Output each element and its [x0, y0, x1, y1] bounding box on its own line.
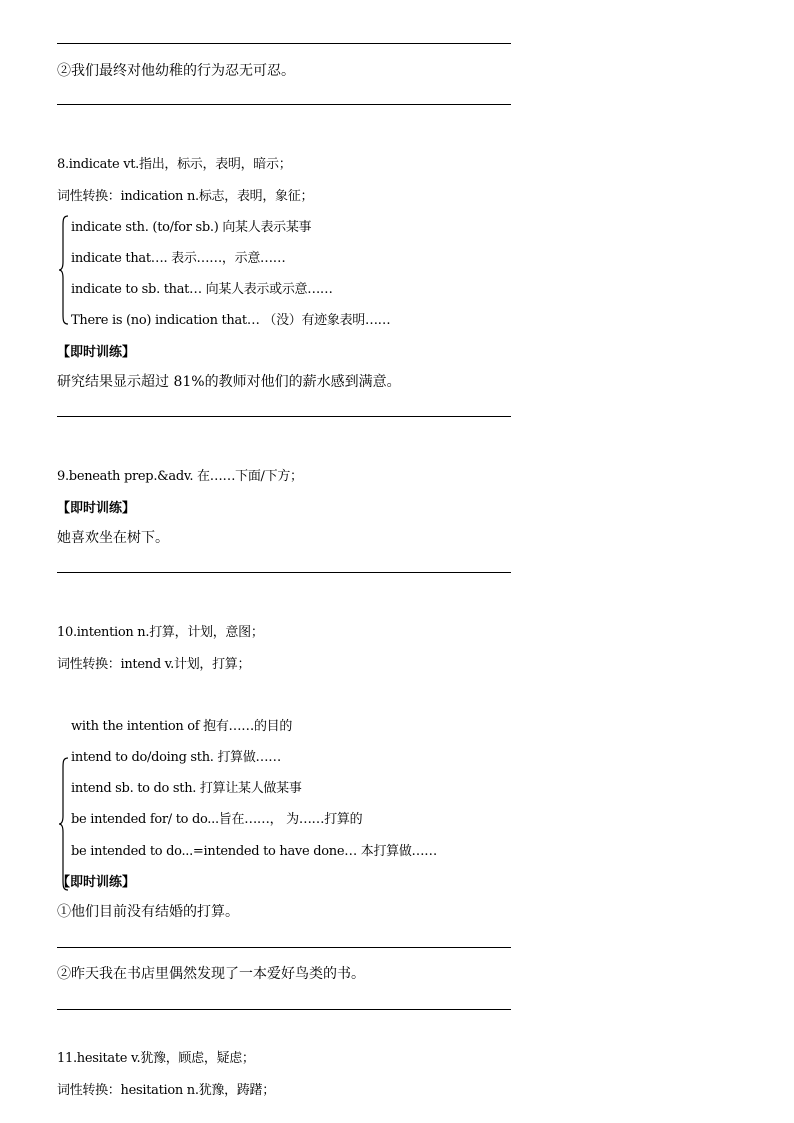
answer-line: [57, 416, 511, 417]
phrase-item: with the intention of 抱有……的目的: [71, 719, 293, 734]
phrase-item: be intended for/ to do...旨在……， 为……打算的: [71, 812, 363, 827]
vocab-heading: 10.intention n.打算，计划，意图；: [57, 625, 264, 640]
answer-line: [57, 1009, 511, 1010]
practice-label: 【即时训练】: [57, 501, 136, 516]
practice-label: 【即时训练】: [57, 875, 136, 890]
vocab-heading: 9.beneath prep.&adv. 在……下面/下方；: [57, 469, 303, 484]
phrase-item: indicate to sb. that… 向某人表示或示意……: [71, 282, 333, 297]
vocab-heading: 11.hesitate v.犹豫，顾虑，疑虑；: [57, 1051, 255, 1066]
phrase-item: indicate sth. (to/for sb.) 向某人表示某事: [71, 220, 312, 235]
word-conversion: 词性转换：indication n.标志，表明，象征；: [57, 189, 314, 204]
exercise-sentence: 研究结果显示超过 81%的教师对他们的薪水感到满意。: [57, 374, 401, 390]
exercise-sentence: ②我们最终对他幼稚的行为忍无可忍。: [57, 63, 295, 79]
answer-line: [57, 947, 511, 948]
word-conversion: 词性转换：intend v.计划，打算；: [57, 657, 251, 672]
exercise-sentence: ①他们目前没有结婚的打算。: [57, 904, 239, 920]
practice-label: 【即时训练】: [57, 345, 136, 360]
vocab-heading: 8.indicate vt.指出，标示，表明，暗示；: [57, 157, 292, 172]
word-conversion: 词性转换：hesitation n.犹豫，踌躇；: [57, 1083, 275, 1098]
phrase-item: intend sb. to do sth. 打算让某人做某事: [71, 781, 302, 796]
answer-line: [57, 43, 511, 44]
exercise-sentence: 她喜欢坐在树下。: [57, 530, 169, 546]
phrase-item: be intended to do...=intended to have done… 本打算做……: [71, 844, 437, 859]
phrase-item: intend to do/doing sth. 打算做……: [71, 750, 281, 765]
phrase-item: There is (no) indication that… （没）有迹象表明……: [71, 313, 391, 328]
answer-line: [57, 572, 511, 573]
phrase-item: indicate that…. 表示……，示意……: [71, 251, 286, 266]
phrase-brace: [58, 214, 70, 326]
answer-line: [57, 104, 511, 105]
exercise-sentence: ②昨天我在书店里偶然发现了一本爱好鸟类的书。: [57, 966, 365, 982]
